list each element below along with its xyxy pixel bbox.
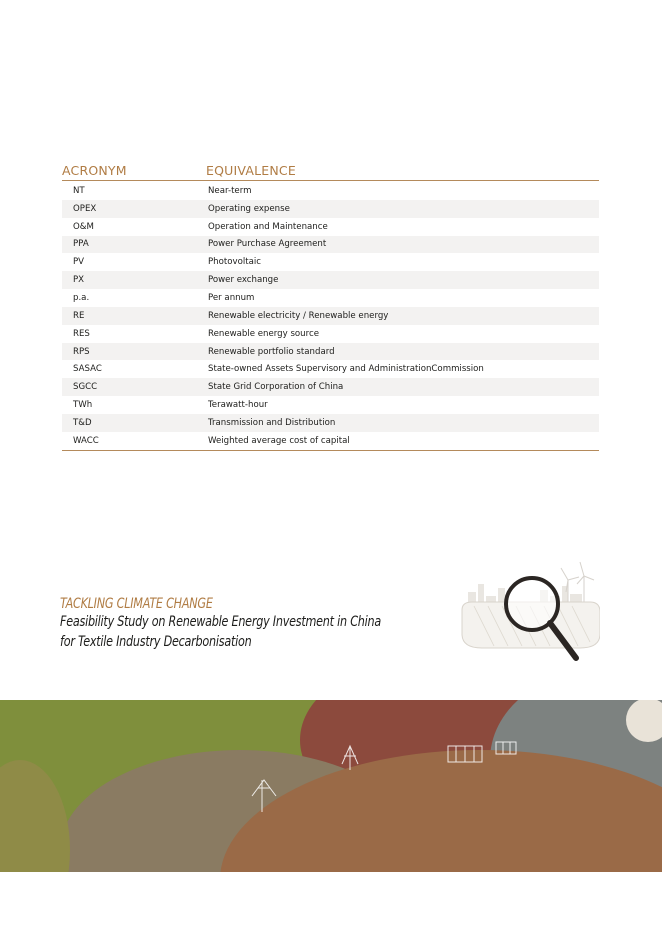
acronym-cell: RE — [73, 310, 85, 321]
header-equivalence: EQUIVALENCE — [206, 163, 296, 178]
table-row — [62, 182, 599, 200]
table-row — [62, 200, 599, 218]
equivalence-cell: State Grid Corporation of China — [208, 382, 344, 393]
equivalence-cell: Power Purchase Agreement — [208, 239, 327, 250]
table-body — [62, 182, 599, 450]
header-acronym: ACRONYM — [62, 163, 127, 178]
equivalence-cell: Weighted average cost of capital — [208, 435, 350, 446]
table-row — [62, 253, 599, 271]
series-kicker: TACKLING CLIMATE CHANGE — [60, 596, 213, 612]
magnifier-emblem-icon — [450, 550, 600, 670]
equivalence-cell: Per annum — [208, 292, 255, 303]
report-title-line-1: Feasibility Study on Renewable Energy Investment in China — [60, 614, 381, 630]
equivalence-cell: Operating expense — [208, 203, 290, 214]
acronym-cell: RES — [73, 328, 90, 339]
table-row — [62, 271, 599, 289]
table-row — [62, 360, 599, 378]
acronym-cell: RPS — [73, 346, 90, 357]
table-header — [62, 160, 599, 181]
table-bottom-rule — [62, 450, 599, 451]
acronym-cell: O&M — [73, 221, 94, 232]
acronym-cell: PPA — [73, 239, 89, 250]
equivalence-cell: Transmission and Distribution — [208, 417, 336, 428]
equivalence-cell: Renewable electricity / Renewable energy — [208, 310, 389, 321]
acronym-cell: SGCC — [73, 382, 98, 393]
table-row — [62, 218, 599, 236]
acronym-cell: WACC — [73, 435, 99, 446]
equivalence-cell: Power exchange — [208, 275, 279, 286]
acronym-cell: SASAC — [73, 364, 102, 375]
acronym-table — [62, 160, 599, 451]
publication-title-block — [60, 596, 381, 652]
report-title-line-2: for Textile Industry Decarbonisation — [60, 634, 252, 650]
table-row — [62, 432, 599, 450]
equivalence-cell: Renewable portfolio standard — [208, 346, 335, 357]
acronym-cell: T&D — [73, 417, 92, 428]
table-row — [62, 378, 599, 396]
equivalence-cell: State-owned Assets Supervisory and AdministrationCommission — [208, 364, 484, 375]
table-row — [62, 289, 599, 307]
table-row — [62, 325, 599, 343]
table-row — [62, 307, 599, 325]
equivalence-cell: Near-term — [208, 185, 252, 196]
equivalence-cell: Terawatt-hour — [208, 400, 268, 411]
equivalence-cell: Operation and Maintenance — [208, 221, 328, 232]
acronym-cell: TWh — [73, 400, 93, 411]
table-row — [62, 414, 599, 432]
acronym-cell: NT — [73, 185, 85, 196]
table-row — [62, 343, 599, 361]
equivalence-cell: Photovoltaic — [208, 257, 261, 268]
table-row — [62, 236, 599, 254]
acronym-cell: PV — [73, 257, 85, 268]
acronym-cell: OPEX — [73, 203, 97, 214]
acronym-cell: PX — [73, 275, 85, 286]
equivalence-cell: Renewable energy source — [208, 328, 319, 339]
table-row — [62, 396, 599, 414]
acronym-cell: p.a. — [73, 292, 90, 303]
yarn-spools-banner-illustration — [0, 700, 662, 872]
